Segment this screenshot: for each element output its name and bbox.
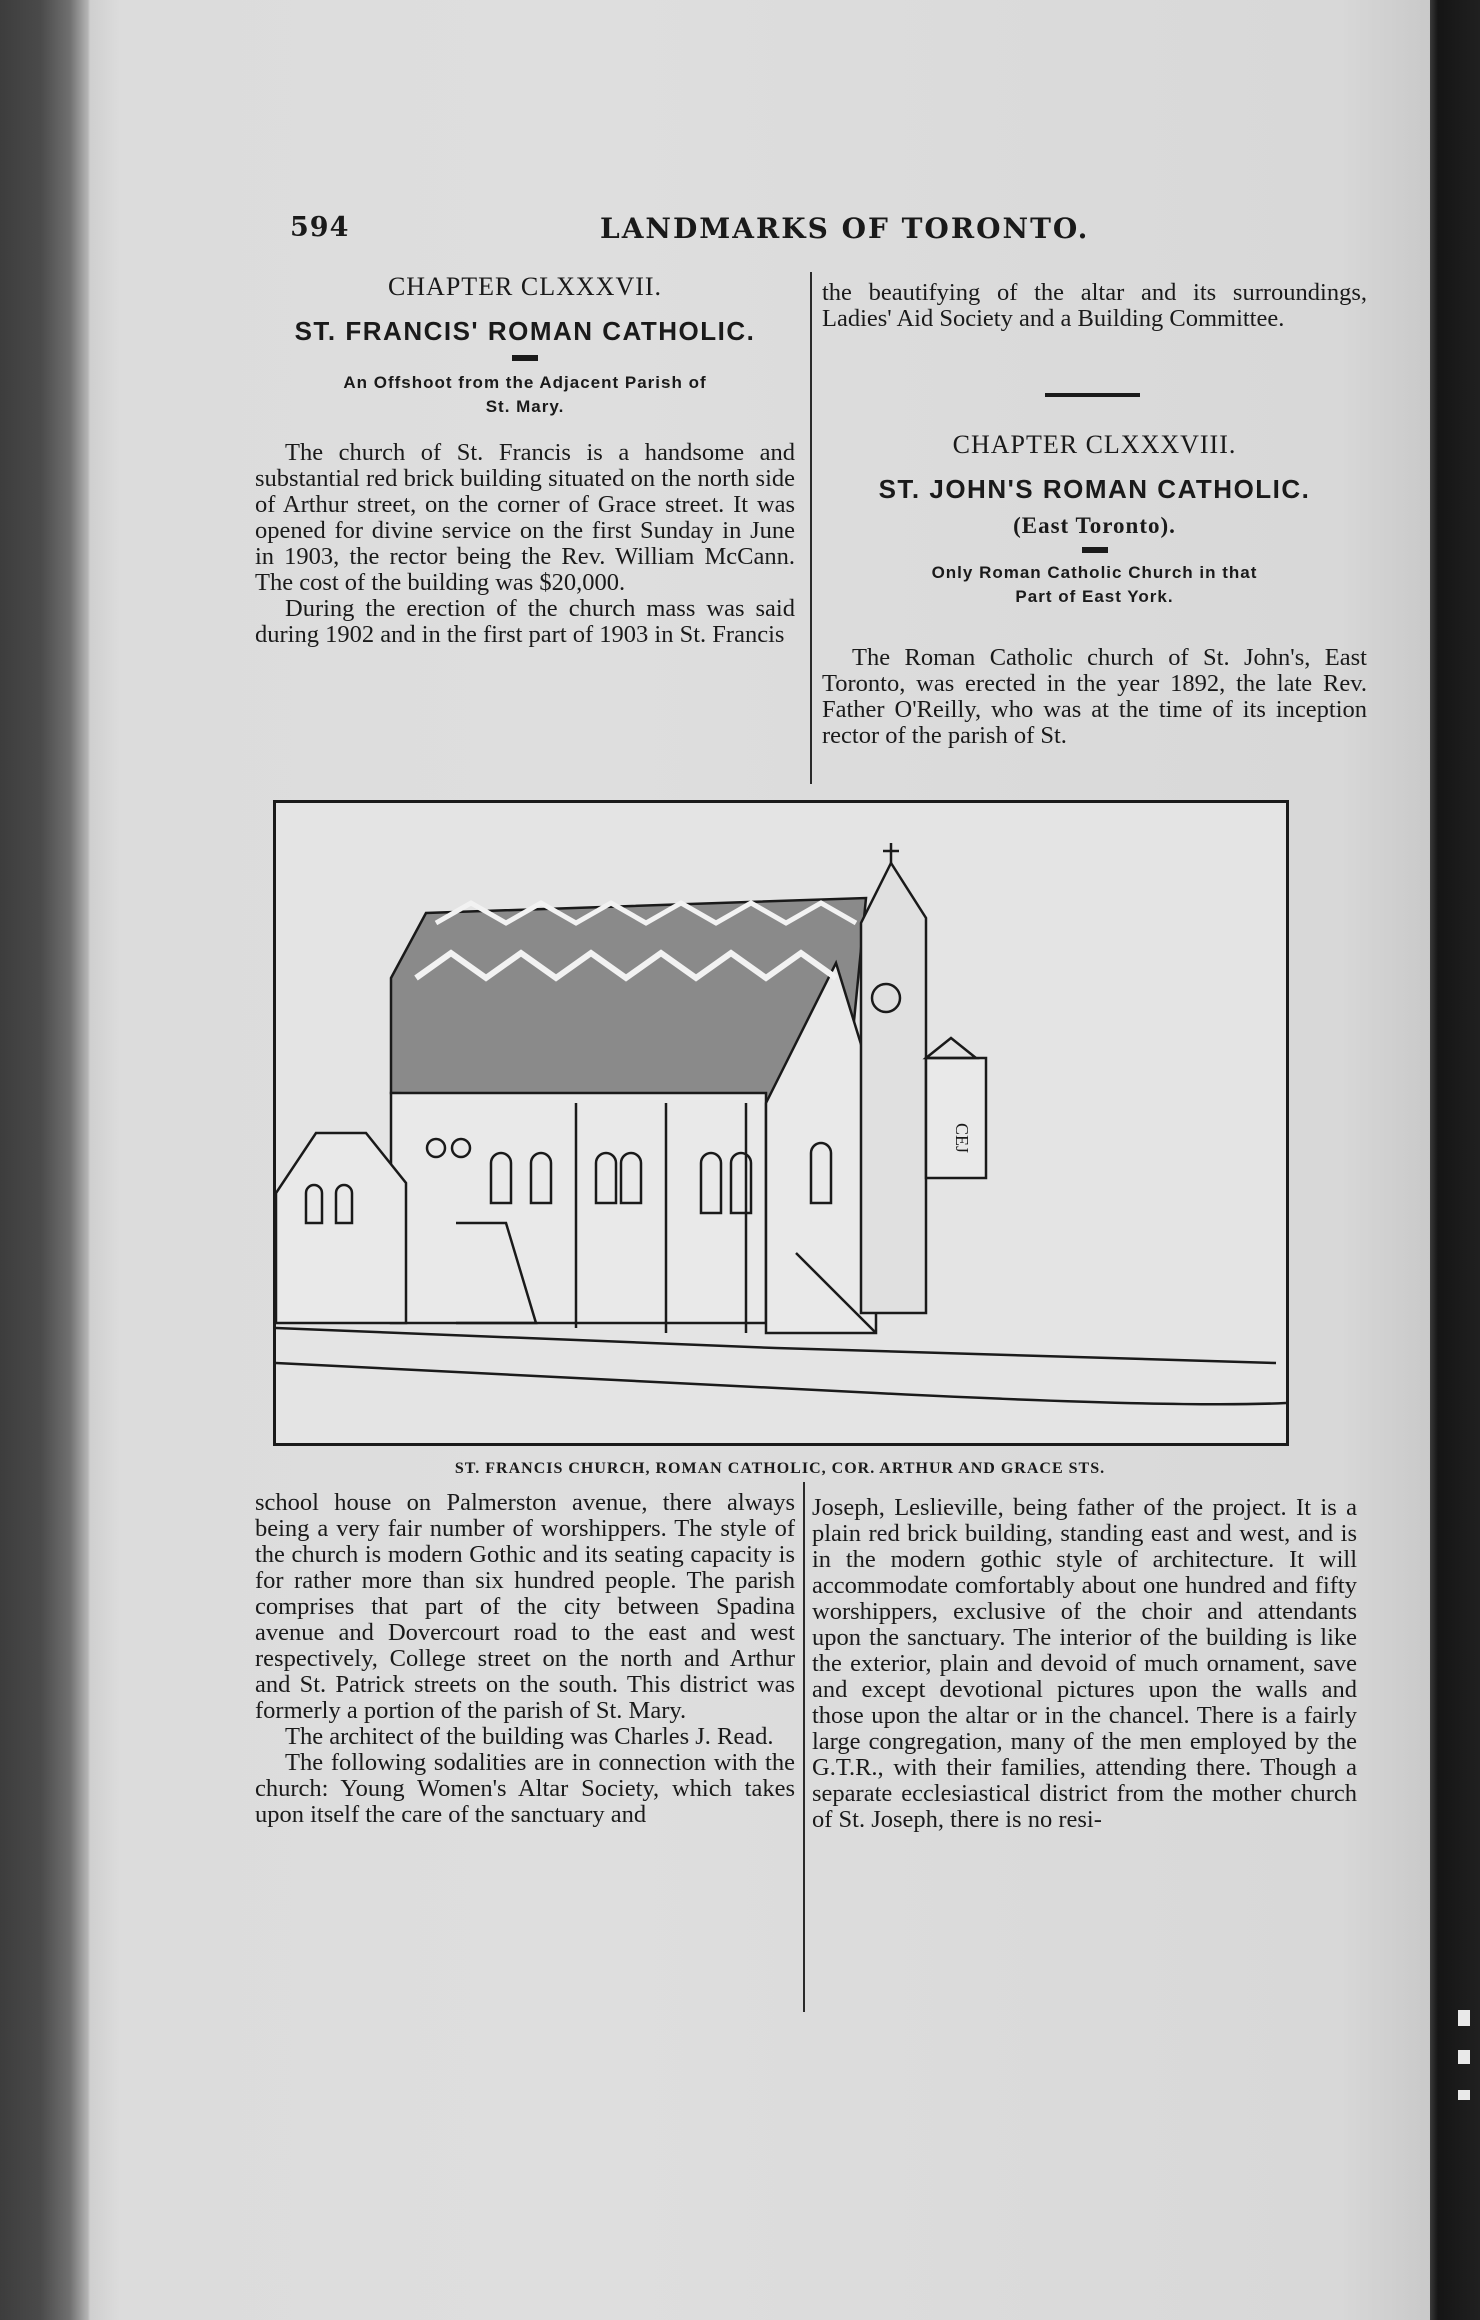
church-illustration <box>273 800 1289 1446</box>
edge-mark <box>1458 2090 1470 2100</box>
sign-text: CEJ <box>952 1123 972 1154</box>
chapter-188-body <box>822 645 1367 749</box>
chapter-subtitle-line1: An Offshoot from the Adjacent Parish of <box>343 373 707 392</box>
column-divider <box>803 1482 805 2012</box>
paragraph: The church of St. Francis is a handsome and substantial red brick building situated on the north side of Arthur street, on the corner of Grace street. It was opened for divine service on the first Sunday in June in 1903, the rector being the Rev. William McCann. The cost of the building was $20,000. <box>255 439 795 596</box>
section-rule <box>1045 393 1140 397</box>
chapter-number: CHAPTER CLXXXVII. <box>387 272 663 301</box>
paragraph: school house on Palmerston avenue, there always being a very fair number of worshippers. The style of the church is modern Gothic and its seating capacity is for rather more than six hundred people. The parish comprises that part of the city between Spadina avenue and Dovercourt road to the east and west respectively, College street on the north and Arthur and St. Patrick streets on the south. This district was formerly a portion of the parish of St. Mary. <box>255 1489 795 1724</box>
paragraph: During the erection of the church mass was said during 1902 and in the first part of 1903 in St. Francis <box>255 595 795 648</box>
chapter-187-body <box>255 440 795 648</box>
paragraph: The architect of the building was Charles J. Read. <box>285 1723 774 1750</box>
running-title: LANDMARKS OF TORONTO. <box>600 212 1090 245</box>
chapter-subtitle-line2: St. Mary. <box>485 397 565 416</box>
chapter-187-body-continued <box>255 1490 795 1828</box>
figure-caption: ST. FRANCIS CHURCH, ROMAN CATHOLIC, COR. ARTHUR AND GRACE STS. <box>454 1460 1106 1477</box>
tower <box>861 863 926 1313</box>
book-spine-shadow <box>0 0 90 2320</box>
paragraph: Joseph, Leslieville, being father of the project. It is a plain red brick building, standing east and west, and is in the modern gothic style of architecture. It will accommodate comfortably about one hundred and fifty worshippers, exclusive of the choir and attendants upon the sanctuary. The interior of the building is like the exterior, plain and devoid of much ornament, save and except devotional pictures upon the walls and those upon the altar or in the chancel. There is a fairly large congregation, many of the men employed by the G.T.R., with their families, attending there. Though a separate ecclesiastical district from the mother church of St. Joseph, there is no resi- <box>812 1494 1357 1833</box>
nave-wall <box>391 1093 766 1323</box>
page-number: 594 <box>290 212 350 243</box>
church-drawing <box>276 803 1286 1443</box>
ground-line <box>276 1363 1286 1404</box>
separator-dash <box>1082 547 1108 553</box>
edge-mark <box>1458 2010 1470 2026</box>
chapter-subtitle-line1: Only Roman Catholic Church in that <box>931 563 1258 582</box>
chapter-subtitle-line2: Part of East York. <box>1015 587 1174 606</box>
chapter-title: ST. JOHN'S ROMAN CATHOLIC. <box>878 474 1311 504</box>
separator-dash <box>512 355 538 361</box>
book-edge-shadow <box>1430 0 1480 2320</box>
chapter-188-body-continued <box>812 1495 1357 1833</box>
column-divider <box>810 272 812 784</box>
paragraph: The following sodalities are in connection with the church: Young Women's Altar Society, which takes upon itself the care of the sanctuary and <box>255 1749 795 1828</box>
chapter-title: ST. FRANCIS' ROMAN CATHOLIC. <box>294 316 756 346</box>
chapter-number: CHAPTER CLXXXVIII. <box>952 430 1237 459</box>
chapter-location: (East Toronto). <box>1013 513 1176 538</box>
chapter-188-heading <box>822 430 1367 609</box>
paragraph: The Roman Catholic church of St. John's, East Toronto, was erected in the year 1892, the late Rev. Father O'Reilly, who was at the time of its inception rector of the parish of St. <box>822 644 1367 749</box>
chapter-187-continuation <box>822 280 1367 332</box>
edge-mark <box>1458 2050 1470 2064</box>
apse <box>276 1133 406 1323</box>
chapter-187-heading <box>255 272 795 419</box>
side-building <box>926 1058 986 1178</box>
paragraph: the beautifying of the altar and its surroundings, Ladies' Aid Society and a Building Committee. <box>822 279 1367 332</box>
